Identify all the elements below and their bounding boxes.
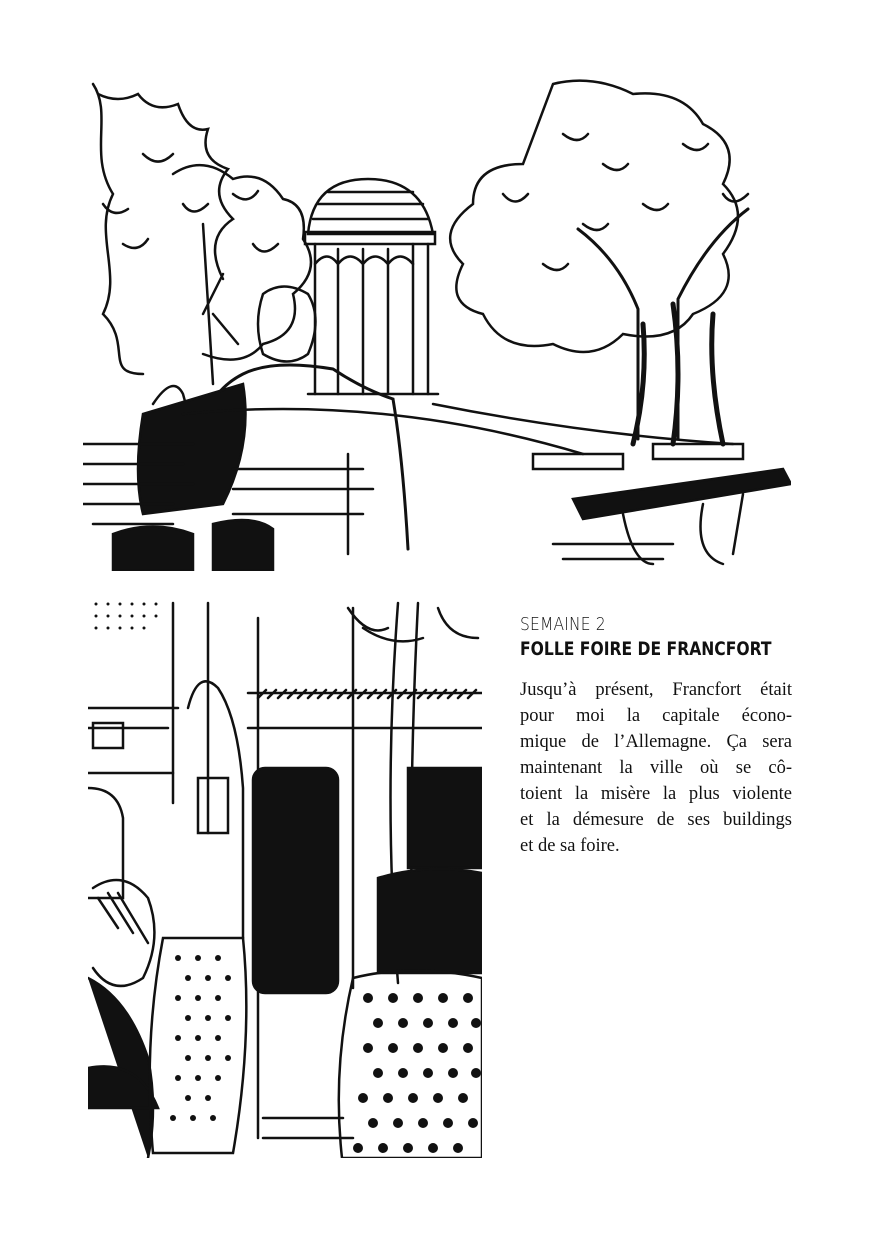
park-gazebo-sketch [83,74,791,571]
train-interior-sketch [88,598,482,1158]
body-line: et la démesure de ses buildings [520,810,792,830]
body-line: toient la misère la plus violente [520,784,792,804]
dark-windows [253,768,482,993]
gazebo [305,179,438,394]
body-line: mique de l’Allemagne. Ça sera [520,732,792,752]
article-title: FOLLE FOIRE DE FRANCFORT [520,638,772,660]
section-kicker: SEMAINE 2 [520,614,606,635]
body-line: Jusqu’à présent, Francfort était [520,680,792,700]
right-tree [450,81,748,444]
body-line: pour moi la capitale écono- [520,706,792,726]
passenger [88,880,158,1158]
body-line: maintenant la ville où se cô- [520,758,792,778]
window-dots [95,603,158,630]
left-trees [93,84,311,384]
body-line: et de sa foire. [520,836,620,856]
article-body [520,677,792,859]
